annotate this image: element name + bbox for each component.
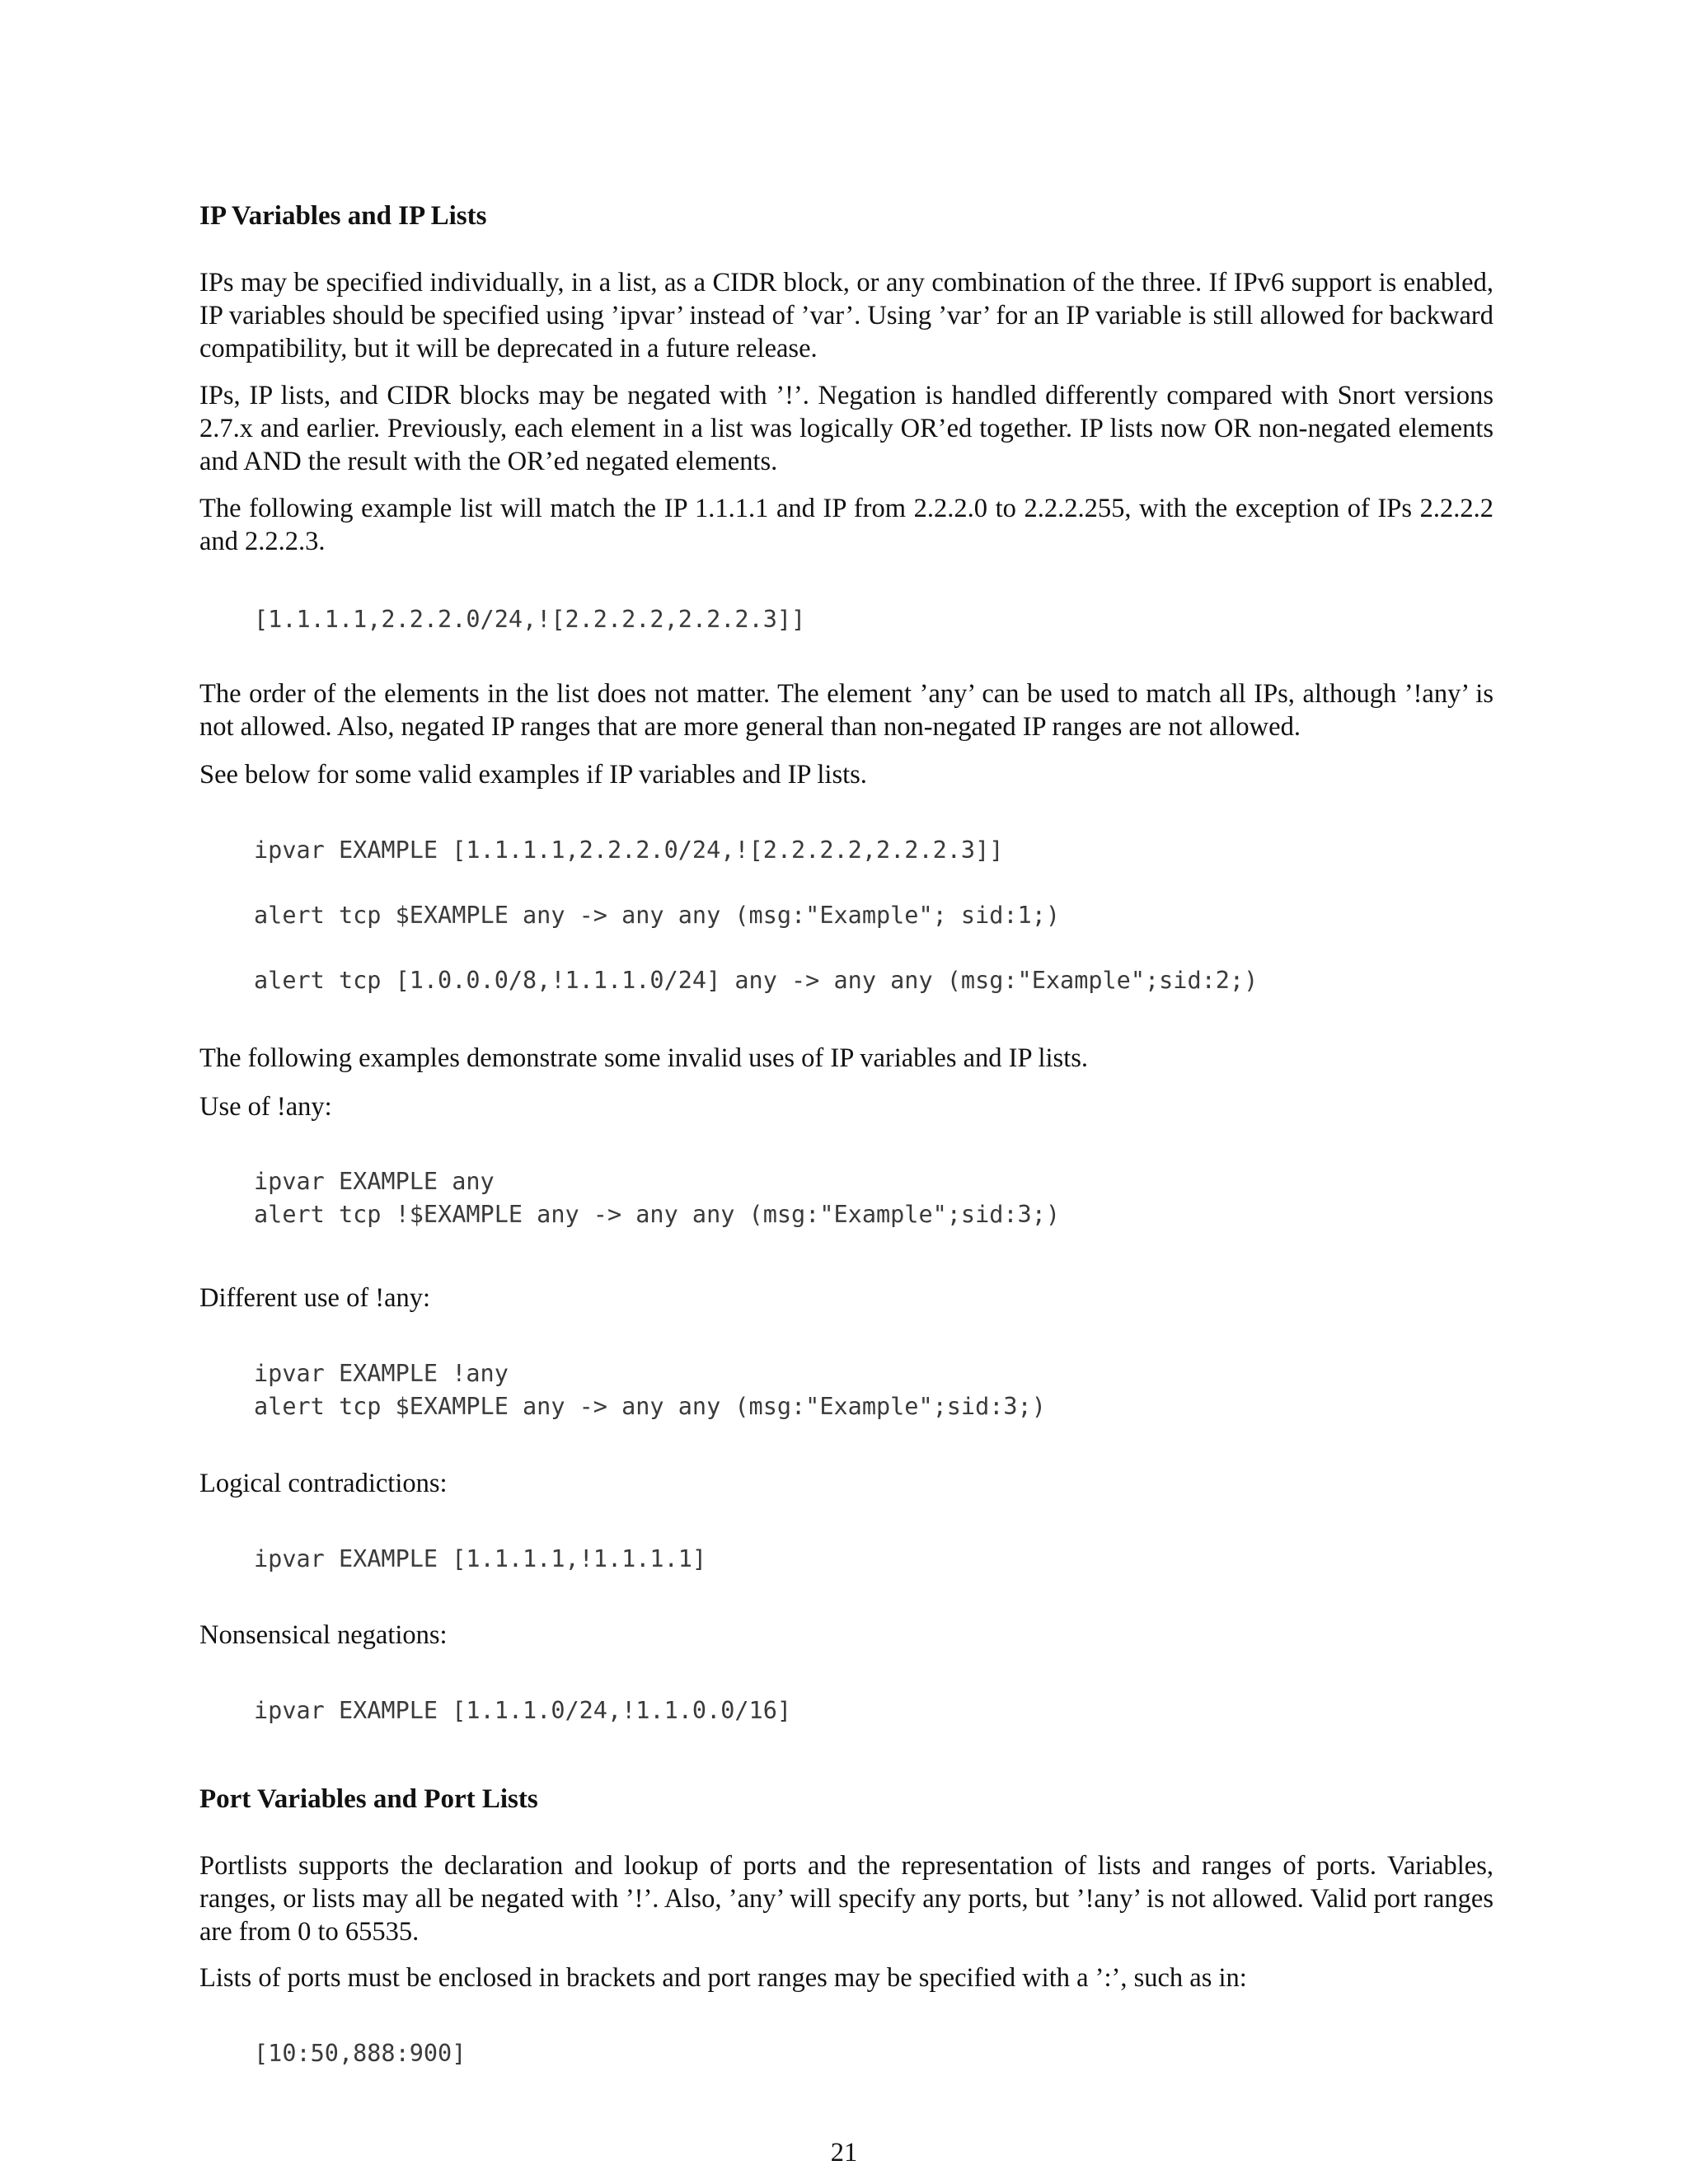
- page-number: 21: [830, 2138, 858, 2168]
- code-ipvar-example: ipvar EXAMPLE [1.1.1.1,2.2.2.0/24,![2.2.2.2,2.2.2.3]]: [254, 837, 1004, 864]
- paragraph-element-order: The order of the elements in the list does not matter. The element ’any’ can be used to match all IPs, although ’!any’ is not allowed. Also, negated IP ranges that are more general than non-negated IP ranges are not allowed.: [199, 679, 1493, 742]
- code-alert-example-sid1: alert tcp $EXAMPLE any -> any any (msg:"Example"; sid:1;): [254, 902, 1061, 929]
- paragraph-nonsensical-negations: Nonsensical negations:: [199, 1620, 448, 1650]
- section-heading-port-variables: Port Variables and Port Lists: [199, 1784, 538, 1814]
- paragraph-valid-examples-intro: See below for some valid examples if IP variables and IP lists.: [199, 760, 867, 790]
- code-nonsensical-negation: ipvar EXAMPLE [1.1.1.0/24,!1.1.0.0/16]: [254, 1697, 792, 1724]
- paragraph-port-ranges: Lists of ports must be enclosed in brackets and port ranges may be specified with a ’:’, such as in:: [199, 1963, 1247, 1993]
- code-port-range-example: [10:50,888:900]: [254, 2040, 467, 2067]
- section-heading-ip-variables: IP Variables and IP Lists: [199, 201, 487, 231]
- paragraph-negation: IPs, IP lists, and CIDR blocks may be negated with ’!’. Negation is handled differently compared with Snort versions 2.7.x and earlier. Previously, each element in a list was logically OR’ed together. IP lists now OR non-negated elements and AND the result with the OR’ed negated elements.: [199, 381, 1493, 476]
- code-use-of-not-any: ipvar EXAMPLE any alert tcp !$EXAMPLE any -> any any (msg:"Example";sid:3;): [254, 1168, 1061, 1228]
- paragraph-use-of-not-any: Use of !any:: [199, 1092, 332, 1122]
- paragraph-invalid-examples-intro: The following examples demonstrate some invalid uses of IP variables and IP lists.: [199, 1043, 1089, 1073]
- code-different-use-of-not-any: ipvar EXAMPLE !any alert tcp $EXAMPLE any -> any any (msg:"Example";sid:3;): [254, 1360, 1046, 1420]
- code-logical-contradiction: ipvar EXAMPLE [1.1.1.1,!1.1.1.1]: [254, 1545, 707, 1572]
- paragraph-example-list-intro: The following example list will match the IP 1.1.1.1 and IP from 2.2.2.0 to 2.2.2.255, with the exception of IPs 2.2.2.2 and 2.2.2.3.: [199, 494, 1493, 556]
- code-example-list: [1.1.1.1,2.2.2.0/24,![2.2.2.2,2.2.2.3]]: [254, 606, 806, 633]
- paragraph-portlists: Portlists supports the declaration and lookup of ports and the representation of lists and ranges of ports. Variables, ranges, or lists may all be negated with ’!’. Also, ’any’ will specify any ports, but ’!any’ is not allowed. Valid port ranges are from 0 to 65535.: [199, 1851, 1493, 1947]
- paragraph-ip-specification: IPs may be specified individually, in a list, as a CIDR block, or any combination of the three. If IPv6 support is enabled, IP variables should be specified using ’ipvar’ instead of ’var’. Using ’var’ for an IP variable is still allowed for backward compatibility, but it will be deprecated in a future release.: [199, 268, 1493, 363]
- paragraph-logical-contradictions: Logical contradictions:: [199, 1469, 448, 1498]
- code-alert-example-sid2: alert tcp [1.0.0.0/8,!1.1.1.0/24] any -> any any (msg:"Example";sid:2;): [254, 967, 1259, 994]
- paragraph-different-use-of-not-any: Different use of !any:: [199, 1283, 431, 1313]
